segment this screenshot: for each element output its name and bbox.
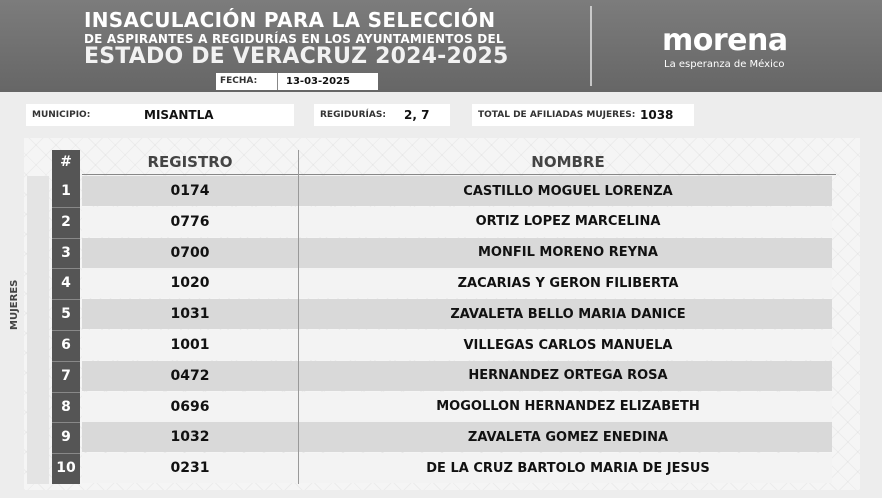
table-row [52,268,832,298]
row-number: 6 [61,337,71,353]
row-registro: 1001 [170,337,210,353]
row-number: 7 [61,367,71,384]
row-number: 4 [61,275,71,292]
number-separator [52,422,80,423]
column-separator [298,150,299,484]
number-separator [52,361,80,362]
title-line-1: INSACULACIÓN PARA LA SELECCIÓN [84,8,496,32]
table-row [52,392,832,422]
header-underline [82,174,836,175]
row-registro: 0174 [170,183,210,199]
table-row [52,299,832,329]
header-nombre: NOMBRE [531,153,605,171]
row-registro: 0231 [170,460,210,477]
row-registro: 0700 [170,244,210,261]
table-row [52,238,832,268]
number-separator [52,207,80,208]
row-number: 5 [61,306,71,323]
regidurias-field [314,104,450,126]
row-nombre: ORTIZ LOPEZ MARCELINA [475,214,661,230]
row-nombre: ZACARIAS Y GERON FILIBERTA [457,275,679,291]
table-row [52,330,832,360]
row-nombre: DE LA CRUZ BARTOLO MARIA DE JESUS [426,460,710,476]
header-number: # [60,154,72,170]
total-label: TOTAL DE AFILIADAS MUJERES: [478,110,636,120]
row-number: 2 [61,213,71,230]
row-nombre: MONFIL MORENO REYNA [478,245,658,261]
date-label: FECHA: [216,73,278,90]
date-box [216,73,378,90]
row-registro: 1031 [170,306,210,323]
row-number: 3 [61,244,71,261]
row-number: 10 [56,460,76,477]
row-registro: 1020 [170,275,210,292]
number-separator [52,392,80,393]
row-registro: 0472 [170,367,210,384]
table-row [52,176,832,206]
number-separator [52,238,80,239]
municipio-value: MISANTLA [144,108,214,122]
morena-logo: morena [662,23,788,58]
row-registro: 0776 [170,213,210,230]
row-nombre: VILLEGAS CARLOS MANUELA [463,337,673,353]
table-row [52,422,832,452]
regidurias-value: 2, 7 [404,108,430,122]
date-value: 13-03-2025 [286,76,350,87]
table-row [52,207,832,237]
table-row [52,453,832,483]
title-line-2: DE ASPIRANTES A REGIDURÍAS EN LOS AYUNTAMIENTOS DEL [84,32,504,46]
row-nombre: MOGOLLON HERNANDEZ ELIZABETH [436,399,700,415]
row-number: 1 [61,183,71,199]
number-separator [52,330,80,331]
number-separator [52,453,80,454]
header-registro: REGISTRO [147,153,233,171]
mujeres-side-label: MUJERES [9,279,20,330]
header-banner [0,0,882,92]
municipio-label: MUNICIPIO: [32,110,91,120]
row-number: 8 [61,398,71,415]
row-nombre: ZAVALETA BELLO MARIA DANICE [450,306,686,322]
regidurias-label: REGIDURÍAS: [320,110,386,120]
total-field [472,104,694,126]
header-divider [590,6,592,86]
side-bar [27,176,49,484]
row-registro: 1032 [170,429,210,446]
number-separator [52,299,80,300]
number-separator [52,268,80,269]
table-row [52,361,832,391]
logo-slogan: La esperanza de México [664,59,785,70]
row-registro: 0696 [170,398,210,415]
municipio-field [26,104,294,126]
row-nombre: ZAVALETA GOMEZ ENEDINA [467,429,669,445]
row-number: 9 [61,429,71,446]
total-value: 1038 [640,108,674,122]
row-nombre: HERNANDEZ ORTEGA ROSA [468,368,668,384]
title-line-3: ESTADO DE VERACRUZ 2024-2025 [84,44,509,69]
row-nombre: CASTILLO MOGUEL LORENZA [463,183,673,199]
